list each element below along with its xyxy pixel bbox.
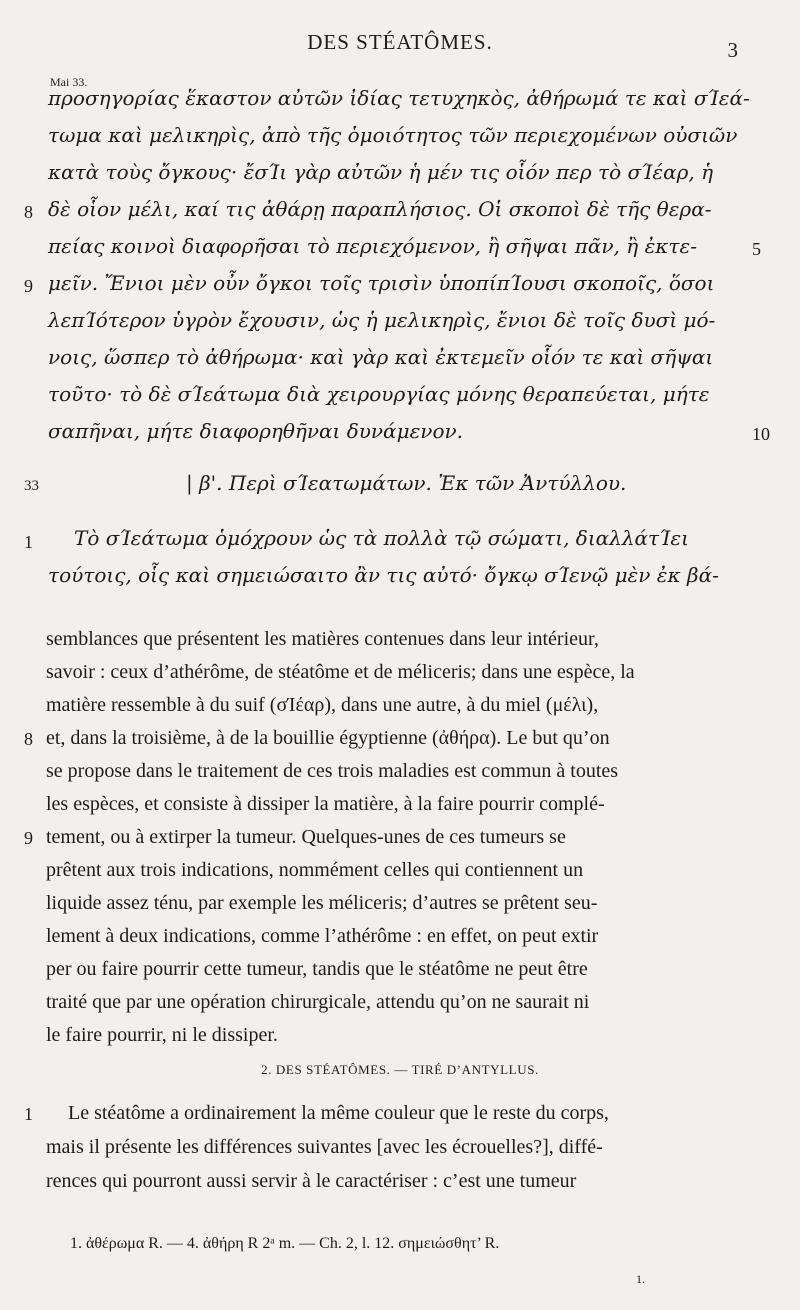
french-line: traité que par une opération chirurgicale, attendu qu’on ne saurait ni [46, 991, 590, 1013]
paragraph-number: 1 [24, 532, 33, 552]
greek-line: μεῖν. Ἔνιοι μὲν οὖν ὄγκοι τοῖς τρισὶν ὑποπίπΊουσι σκοποῖς, ὅσοι [48, 271, 715, 295]
french-line: se propose dans le traitement de ces trois maladies est commun à toutes [46, 760, 619, 782]
french-line: Le stéatôme a ordinairement la même couleur que le reste du corps, [68, 1102, 609, 1124]
greek-section-heading: | β'. Περὶ σΊεατωμάτων. Ἐκ τῶν Ἀντύλλου. [186, 471, 627, 495]
running-title: DES STÉATÔMES. [307, 30, 493, 54]
french-line: prêtent aux trois indications, nommément celles qui contiennent un [46, 859, 584, 881]
french-line: tement, ou à extirper la tumeur. Quelques-unes de ces tumeurs se [46, 826, 566, 848]
greek-line: κατὰ τοὺς ὄγκους· ἔσΊι γὰρ αὐτῶν ἡ μέν τις οἷόν περ τὸ σΊέαρ, ἡ [48, 160, 714, 184]
line-number: 9 [24, 828, 33, 848]
greek-line: Τὸ σΊεάτωμα ὁμόχρουν ὡς τὰ πολλὰ τῷ σώματι, διαλλάτΊει [74, 526, 689, 550]
greek-line: σαπῆναι, μήτε διαφορηθῆναι δυνάμενον. [48, 419, 464, 443]
margin-reference: Mai 33. [50, 75, 88, 89]
french-line: matière ressemble à du suif (σΊέαρ), dans une autre, à du miel (μέλι), [46, 694, 599, 716]
greek-line: πείας κοινοὶ διαφορῆσαι τὸ περιεχόμενον, ἢ σῆψαι πᾶν, ἢ ἐκτε- [48, 234, 697, 258]
french-section-heading: 2. DES STÉATÔMES. — TIRÉ D’ANTYLLUS. [261, 1062, 539, 1077]
french-line: mais il présente les différences suivantes [avec les écrouelles?], diffé- [46, 1136, 603, 1158]
signature-mark: 1. [636, 1272, 645, 1286]
greek-line: νοις, ὥσπερ τὸ ἀθήρωμα· καὶ γὰρ καὶ ἐκτεμεῖν οἷόν τε καὶ σῆψαι [48, 345, 714, 369]
french-line: le faire pourrir, ni le dissiper. [46, 1024, 278, 1046]
french-line: lement à deux indications, comme l’athérôme : en effet, on peut extir [46, 925, 599, 947]
greek-line: δὲ οἷον μέλι, καί τις ἀθάρῃ παραπλήσιος. Οἱ σκοποὶ δὲ τῆς θερα- [48, 197, 712, 221]
french-line: semblances que présentent les matières contenues dans leur intérieur, [46, 628, 599, 650]
french-line: per ou faire pourrir cette tumeur, tandis que le stéatôme ne peut être [46, 958, 588, 980]
paragraph-number: 1 [24, 1104, 33, 1124]
line-number: 8 [24, 729, 33, 749]
greek-line: τοῦτο· τὸ δὲ σΊεάτωμα διὰ χειρουργίας μόνης θεραπεύεται, μήτε [48, 382, 710, 406]
french-line: liquide assez ténu, par exemple les méliceris; d’autres se prêtent seu- [46, 892, 598, 914]
line-number: 10 [752, 424, 770, 444]
french-line: et, dans la troisième, à de la bouillie égyptienne (ἀθήρα). Le but qu’on [46, 727, 610, 749]
greek-line: τωμα καὶ μελικηρὶς, ἀπὸ τῆς ὁμοιότητος τῶν περιεχομένων οὐσιῶν [48, 123, 738, 147]
line-number: 8 [24, 202, 33, 222]
line-number: 5 [752, 239, 761, 259]
greek-line: τούτοις, οἷς καὶ σημειώσαιτο ἂν τις αὐτό· ὄγκῳ σΊενῷ μὲν ἐκ βά- [48, 563, 719, 587]
greek-line: λεπΊότερον ὑγρὸν ἔχουσιν, ὡς ἡ μελικηρὶς, ἔνιοι δὲ τοῖς δυσὶ μό- [48, 308, 716, 332]
line-number: 9 [24, 276, 33, 296]
french-line: savoir : ceux d’athérôme, de stéatôme et de méliceris; dans une espèce, la [46, 661, 635, 683]
french-line: les espèces, et consiste à dissiper la matière, à la faire pourrir complé- [46, 793, 605, 815]
page-number: 3 [727, 38, 738, 62]
french-line: rences qui pourront aussi servir à le caractériser : c’est une tumeur [46, 1170, 577, 1192]
footnote: 1. ἀθέρωμα R. — 4. ἀθήρη R 2ᵃ m. — Ch. 2, l. 12. σημειώσθητ’ R. [70, 1235, 500, 1252]
section-number: 33 [24, 478, 39, 494]
greek-line: προσηγορίας ἕκαστον αὐτῶν ἰδίας τετυχηκὸς, ἀθήρωμά τε καὶ σΊεά- [48, 86, 750, 110]
